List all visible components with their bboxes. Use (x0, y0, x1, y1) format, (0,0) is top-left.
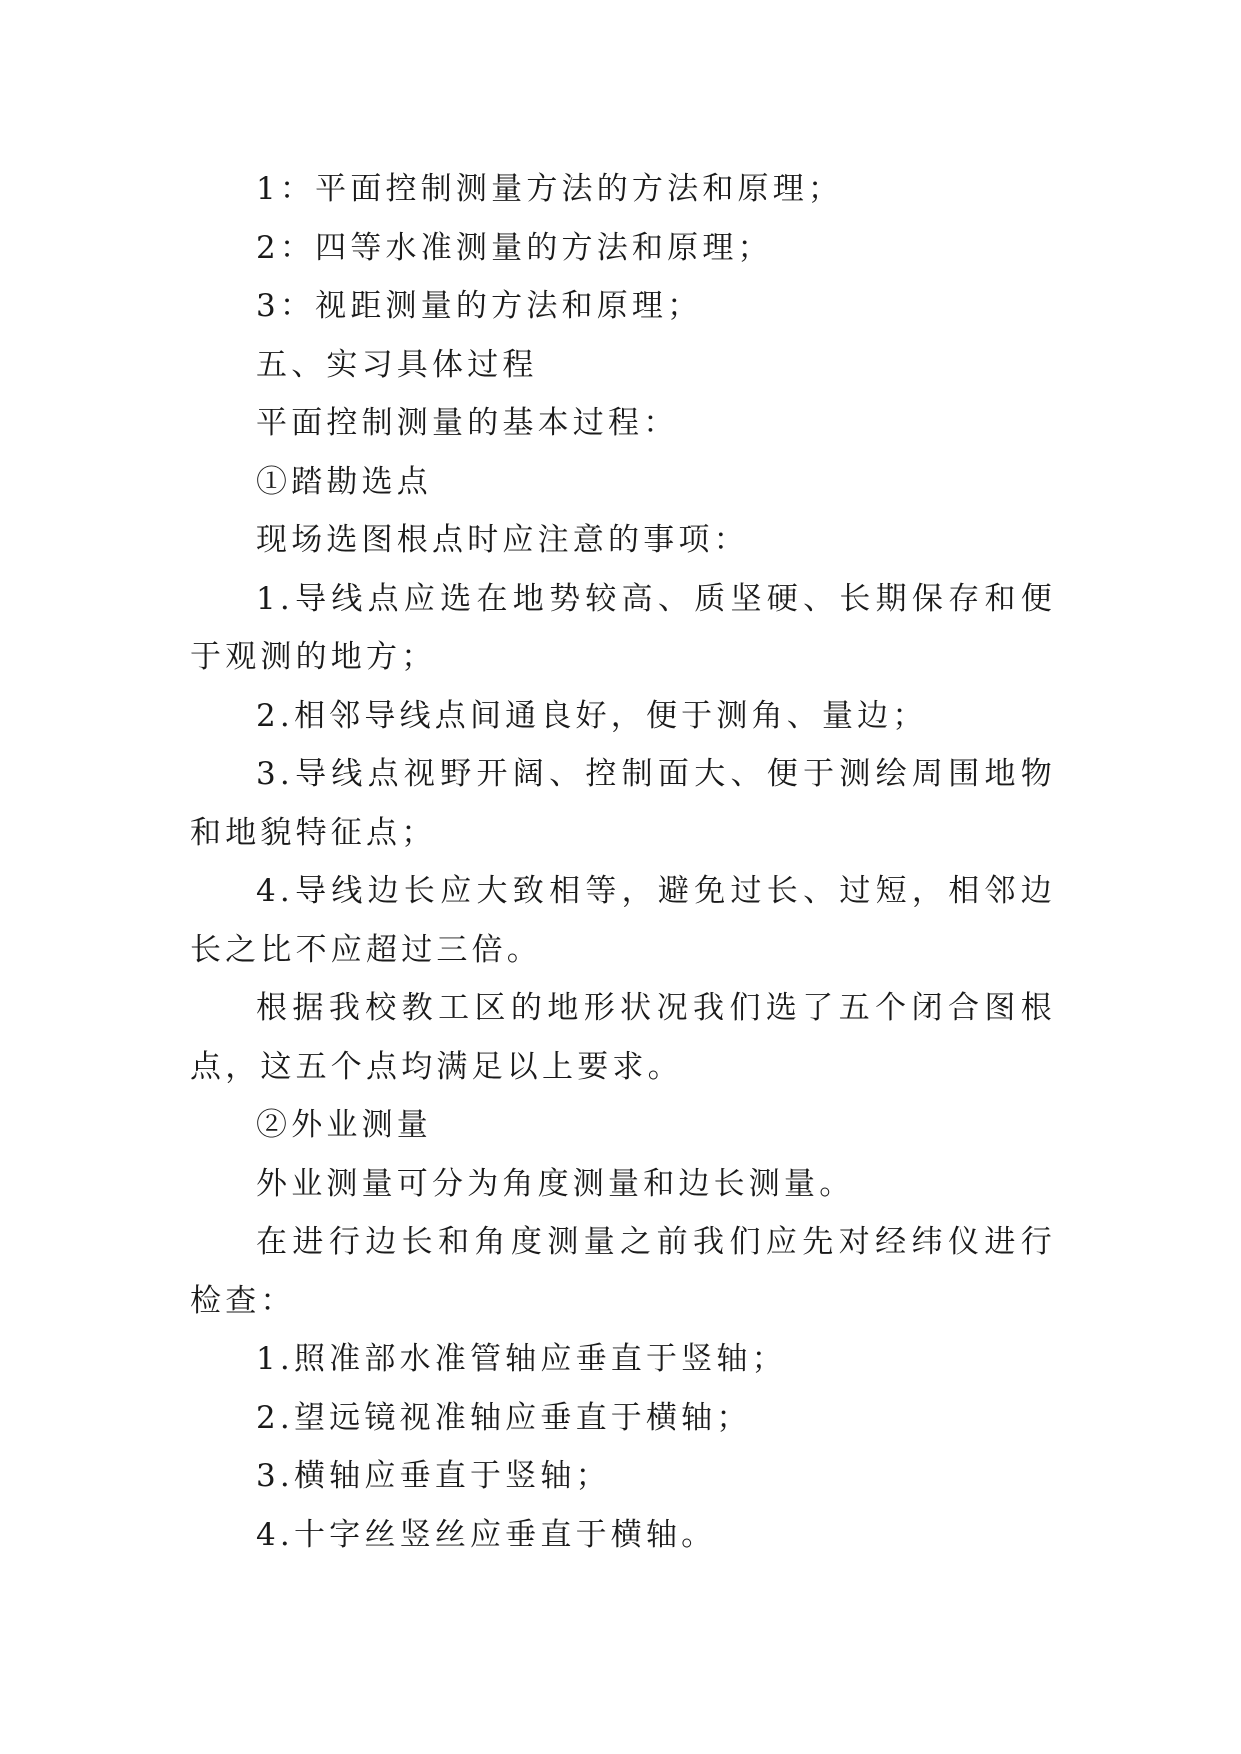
list-item-leveling-principle: 2：四等水准测量的方法和原理； (256, 229, 773, 266)
subheading-field-survey: ②外业测量 (256, 1107, 432, 1143)
paragraph-plane-control-process: 平面控制测量的基本过程： (256, 405, 679, 441)
paragraph-field-survey-types: 外业测量可分为角度测量和边长测量。 (256, 1165, 855, 1202)
paragraph-selected-points: 根据我校教工区的地形状况我们选了五个闭合图根点，这五个点均满足以上要求。 (190, 990, 1056, 1085)
list-item-horizontal-axis: 3.横轴应垂直于竖轴； (256, 1458, 611, 1494)
paragraph-selection-notes: 现场选图根点时应注意的事项： (256, 522, 749, 558)
list-item-crosshair: 4.十字丝竖丝应垂直于横轴。 (256, 1516, 717, 1553)
list-item-plane-control-principle: 1：平面控制测量方法的方法和原理； (256, 171, 844, 207)
list-item-point-location: 1.导线点应选在地势较高、质坚硬、长期保存和便于观测的地方； (190, 580, 1056, 675)
list-item-edge-length: 4.导线边长应大致相等，避免过长、过短，相邻边长之比不应超过三倍。 (190, 873, 1056, 968)
list-item-level-tube-axis: 1.照准部水准管轴应垂直于竖轴； (256, 1341, 787, 1377)
section-heading-process: 五、实习具体过程 (256, 346, 538, 383)
list-item-collimation-axis: 2.望远镜视准轴应垂直于横轴； (256, 1399, 752, 1436)
subheading-site-selection: ①踏勘选点 (256, 463, 432, 500)
document-body (190, 160, 1056, 1564)
list-item-stadia-principle: 3：视距测量的方法和原理； (256, 288, 703, 324)
paragraph-theodolite-check: 在进行边长和角度测量之前我们应先对经纬仪进行检查： (190, 1224, 1056, 1319)
list-item-visibility: 2.相邻导线点间通良好，便于测角、量边； (256, 697, 928, 734)
list-item-open-view: 3.导线点视野开阔、控制面大、便于测绘周围地物和地貌特征点； (190, 756, 1056, 851)
